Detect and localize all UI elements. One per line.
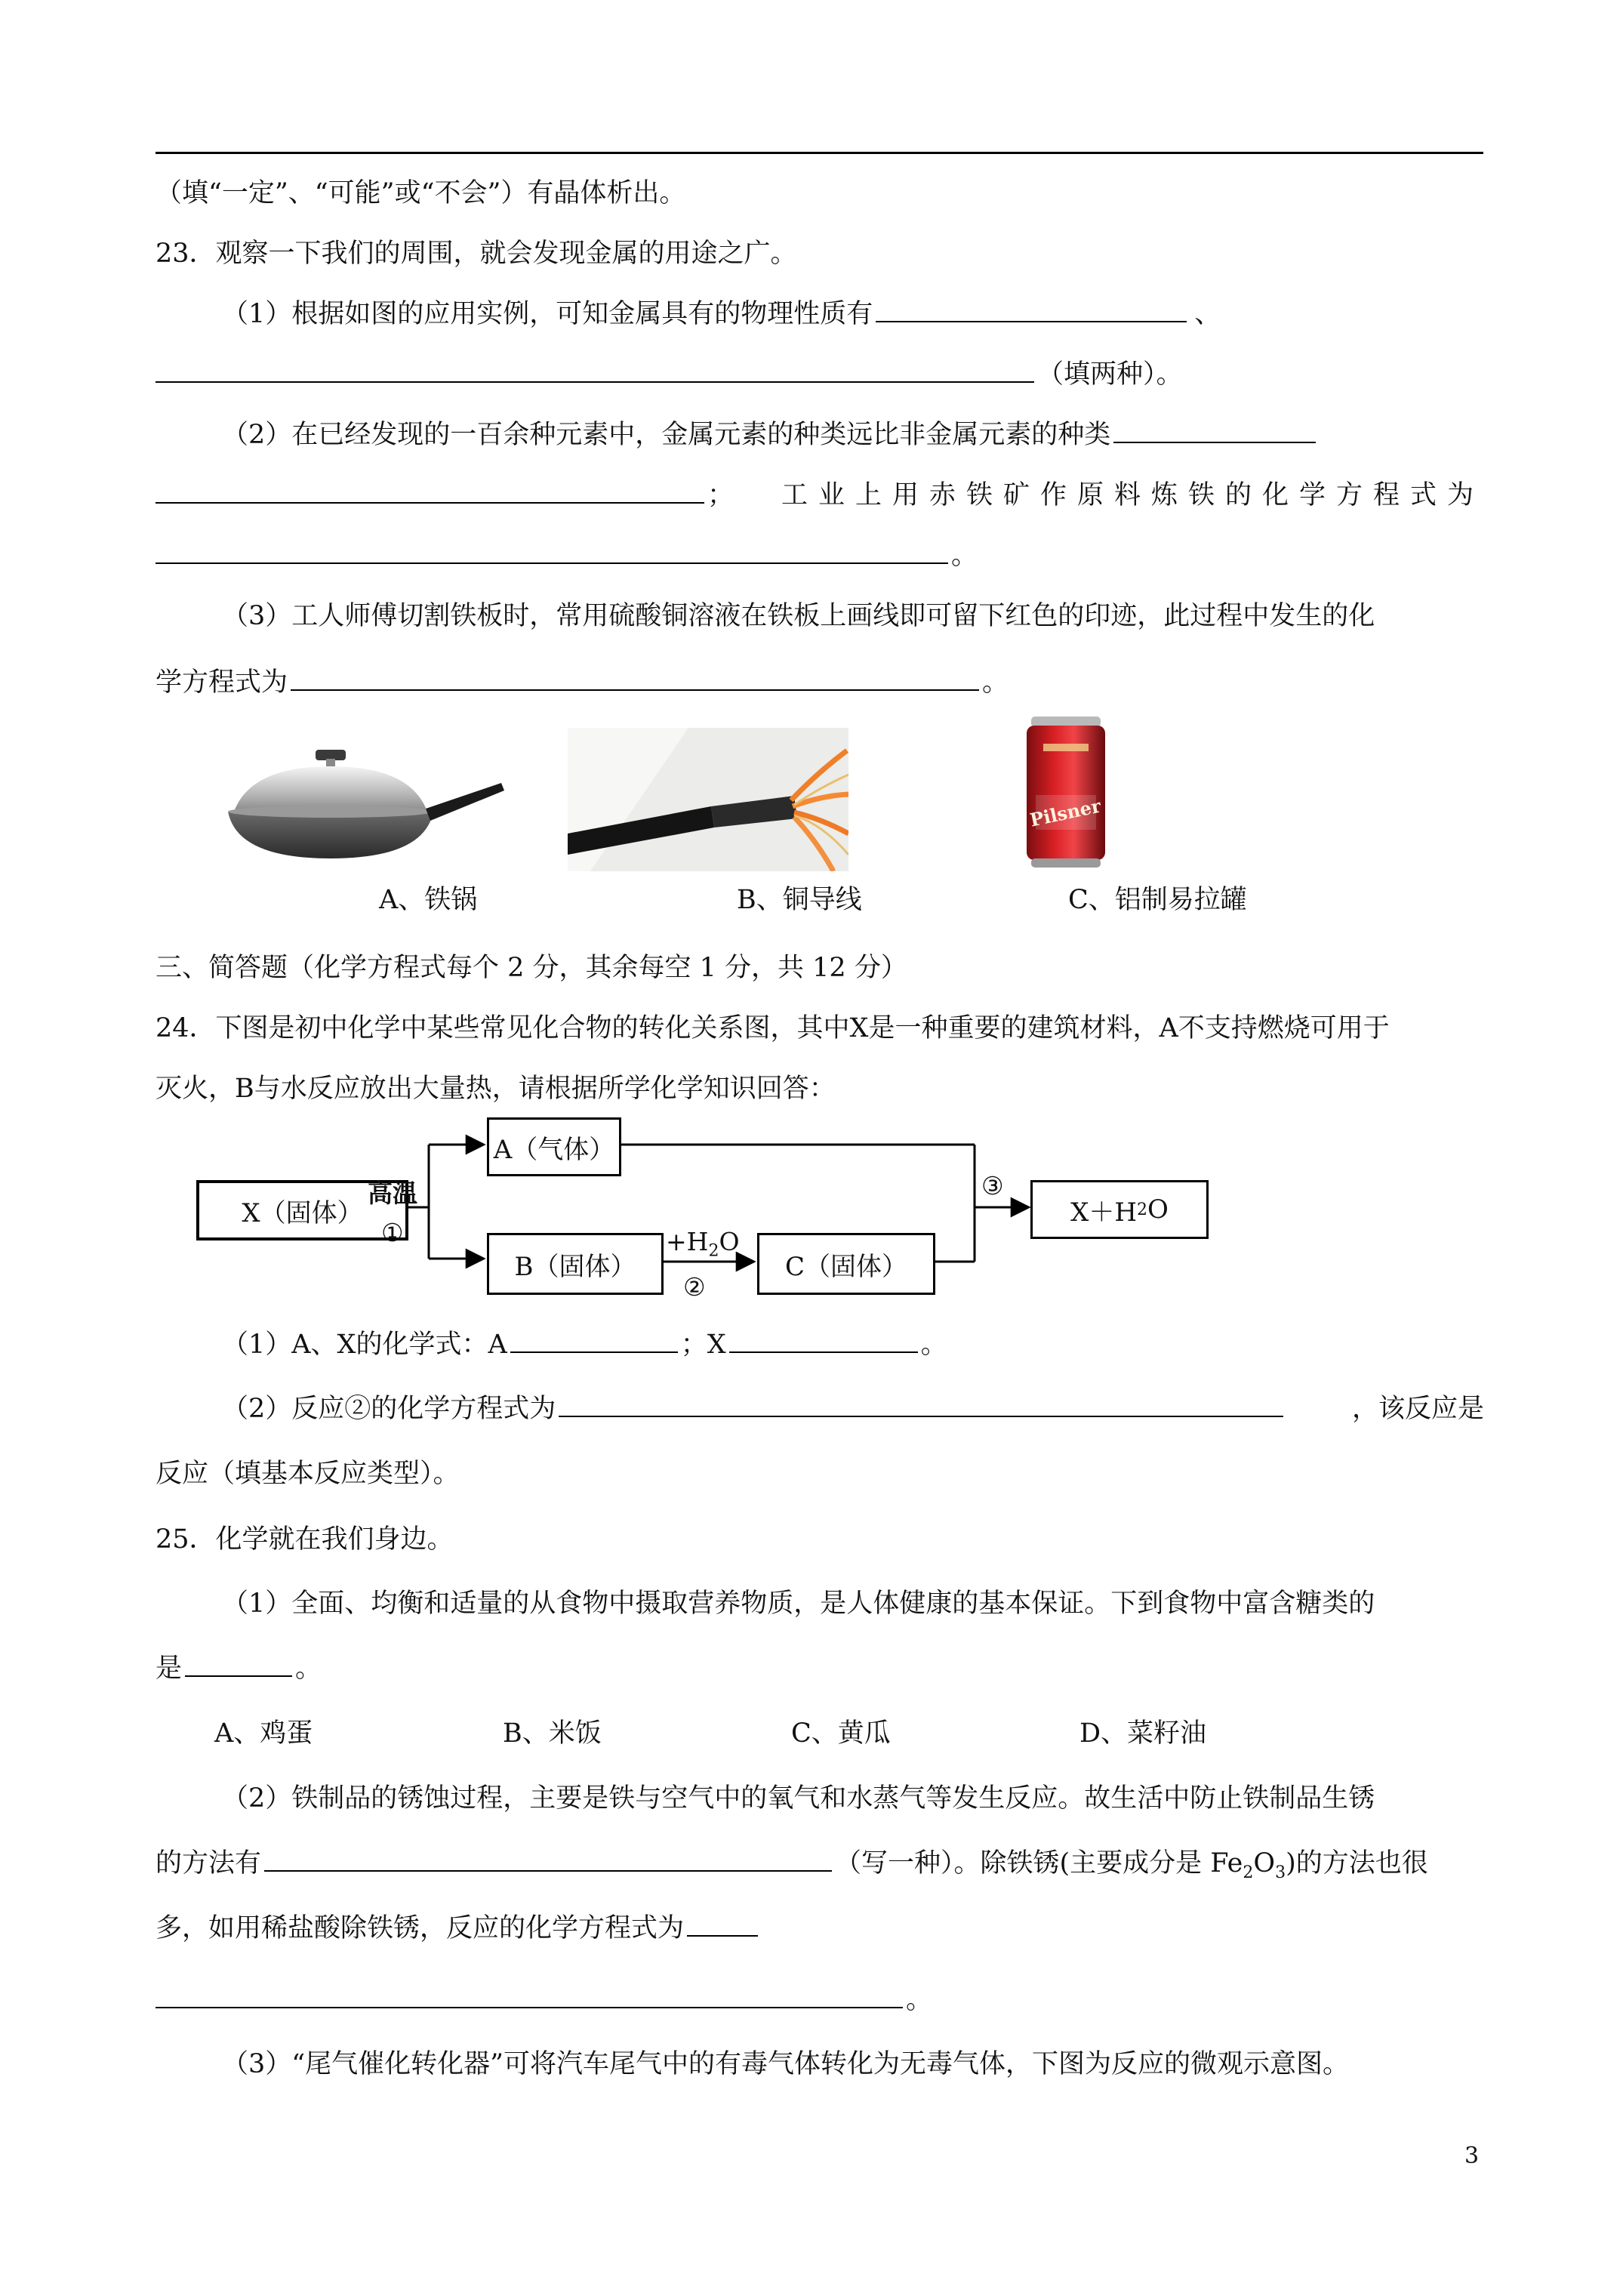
question-23-3 [222,598,1484,634]
text: 23．观察一下我们的周围，就会发现金属的用途之广。 [156,239,797,269]
answer-blank[interactable] [291,665,979,691]
text: 三、简答题（化学方程式每个 2 分，其余每空 1 分，共 12 分） [156,953,907,983]
text: （3）工人师傅切割铁板时，常用硫酸铜溶液在铁板上画线即可留下红色的印迹，此过程中发生的化 [222,601,1375,631]
step-1-label: ① [381,1218,404,1247]
answer-blank[interactable] [156,357,1034,383]
text: X（固体） [242,1197,363,1228]
text: 学方程式为 [156,667,288,698]
flow-box-b [487,1233,664,1295]
step-3-label: ③ [981,1171,1004,1200]
text: X＋H [1070,1197,1137,1228]
page-number: 3 [1464,2143,1480,2169]
option-b[interactable]: B、米饭 [503,1718,602,1749]
question-24-2-cont [156,1456,1484,1492]
option-d[interactable]: D、菜籽油 [1079,1718,1207,1749]
answer-blank[interactable] [1113,418,1316,443]
question-23-2 [222,417,1484,453]
subscript: 2 [1136,1200,1147,1219]
text: +H [666,1227,709,1256]
text: 。 [906,1985,933,2015]
text: ；X [680,1330,726,1360]
answer-blank[interactable] [185,1651,292,1677]
option-c[interactable]: C、黄瓜 [791,1718,891,1749]
condition-high-temp: 高温 [368,1179,417,1208]
flowchart [192,1114,1249,1318]
subscript: 3 [1275,1863,1286,1882]
flow-box-c [757,1233,935,1295]
text: ，该反应是 [1351,1394,1484,1424]
question-23-1-cont [156,356,1484,393]
text: 。 [295,1653,322,1684]
text: A（气体） [493,1134,615,1165]
question-23-2-end [156,538,1484,574]
answer-blank[interactable] [687,1911,758,1937]
text: （填两种）。 [1037,359,1183,390]
question-24-2 [222,1391,1484,1427]
question-25-2-cont [156,1845,1484,1891]
caption-c: C、铝制易拉罐 [1068,885,1247,915]
question-25-1 [222,1586,1484,1622]
text: 。 [982,667,1009,698]
text: （3）“尾气催化转化器”可将汽车尾气中的有毒气体转化为无毒气体，下图为反应的微观示意图。 [222,2049,1350,2079]
text: 。 [920,1330,947,1360]
plus-water-label [666,1227,740,1261]
section-3-heading [156,950,1484,986]
text: 反应（填基本反应类型）。 [156,1459,460,1489]
question-25-2-cont2 [156,1910,1484,1946]
question-25-2 [222,1780,1484,1817]
text: B（固体） [514,1251,636,1282]
text: 25．化学就在我们身边。 [156,1524,454,1555]
text: （1）全面、均衡和适量的从食物中摄取营养物质，是人体健康的基本保证。下到食物中富含糖类的 [222,1589,1375,1619]
text-line [156,175,1484,211]
subscript: 2 [1243,1863,1254,1882]
question-24-1 [222,1327,1484,1363]
text: （1）A、X的化学式：A [222,1330,507,1360]
header-rule [156,152,1483,154]
question-24 [156,1010,1484,1046]
text: （2）在已经发现的一百余种元素中，金属元素的种类远比非金属元素的种类 [222,420,1111,450]
question-25-2-end [156,1982,1484,2018]
text: C（固体） [784,1251,907,1282]
question-25-1-cont [156,1650,1484,1687]
text: O [1253,1848,1276,1878]
flow-box-output [1030,1180,1209,1239]
aluminium-can-image [1021,713,1111,872]
question-25 [156,1521,1484,1558]
answer-blank[interactable] [510,1327,678,1353]
question-23 [156,236,1484,272]
text: O [719,1227,740,1256]
text: 工业上用赤铁矿作原料炼铁的化学方程式为 [781,480,1484,510]
flow-box-a [487,1117,621,1176]
answer-blank[interactable] [264,1846,832,1872]
step-2-label: ② [683,1272,706,1302]
subscript: 2 [708,1241,719,1261]
text: （2）反应②的化学方程式为 [222,1394,556,1424]
answer-blank[interactable] [876,297,1187,322]
text: 灭火，B与水反应放出大量热，请根据所学化学知识回答： [156,1074,836,1104]
text: （1）根据如图的应用实例，可知金属具有的物理性质有 [222,299,873,329]
caption-b: B、铜导线 [737,885,862,915]
text: 是 [156,1653,183,1684]
question-25-3 [222,2046,1484,2082]
text: 24．下图是初中化学中某些常见化合物的转化关系图，其中X是一种重要的建筑材料，A不支持燃烧可用于 [156,1013,1390,1043]
copper-wire-image [568,728,848,871]
text: （写一种）。除铁锈(主要成分是 Fe [835,1848,1243,1878]
answer-blank[interactable] [156,1983,903,2008]
answer-blank[interactable] [559,1391,1283,1417]
text: 、 [1194,299,1221,329]
answer-blank[interactable] [156,538,948,564]
text: 。 [951,541,978,571]
text: 多，如用稀盐酸除铁锈，反应的化学方程式为 [156,1913,685,1943]
option-a[interactable]: A、鸡蛋 [214,1718,313,1749]
wok-image [220,736,507,864]
question-23-3-cont [156,664,1484,701]
text: （填“一定”、“可能”或“不会”）有晶体析出。 [156,178,686,208]
caption-a: A、铁锅 [379,885,478,915]
question-23-1 [222,296,1484,332]
answer-blank[interactable] [156,478,704,504]
text: 的方法有 [156,1848,262,1878]
question-24-cont [156,1071,1484,1107]
text: )的方法也很 [1286,1848,1428,1878]
text: ； [707,480,735,510]
can-label: Pilsner [1027,794,1103,831]
answer-blank[interactable] [729,1327,918,1353]
text: （2）铁制品的锈蚀过程，主要是铁与空气中的氧气和水蒸气等发生反应。故生活中防止铁制品生锈 [222,1783,1375,1814]
text: O [1147,1194,1169,1225]
question-23-2-cont [156,477,1484,513]
